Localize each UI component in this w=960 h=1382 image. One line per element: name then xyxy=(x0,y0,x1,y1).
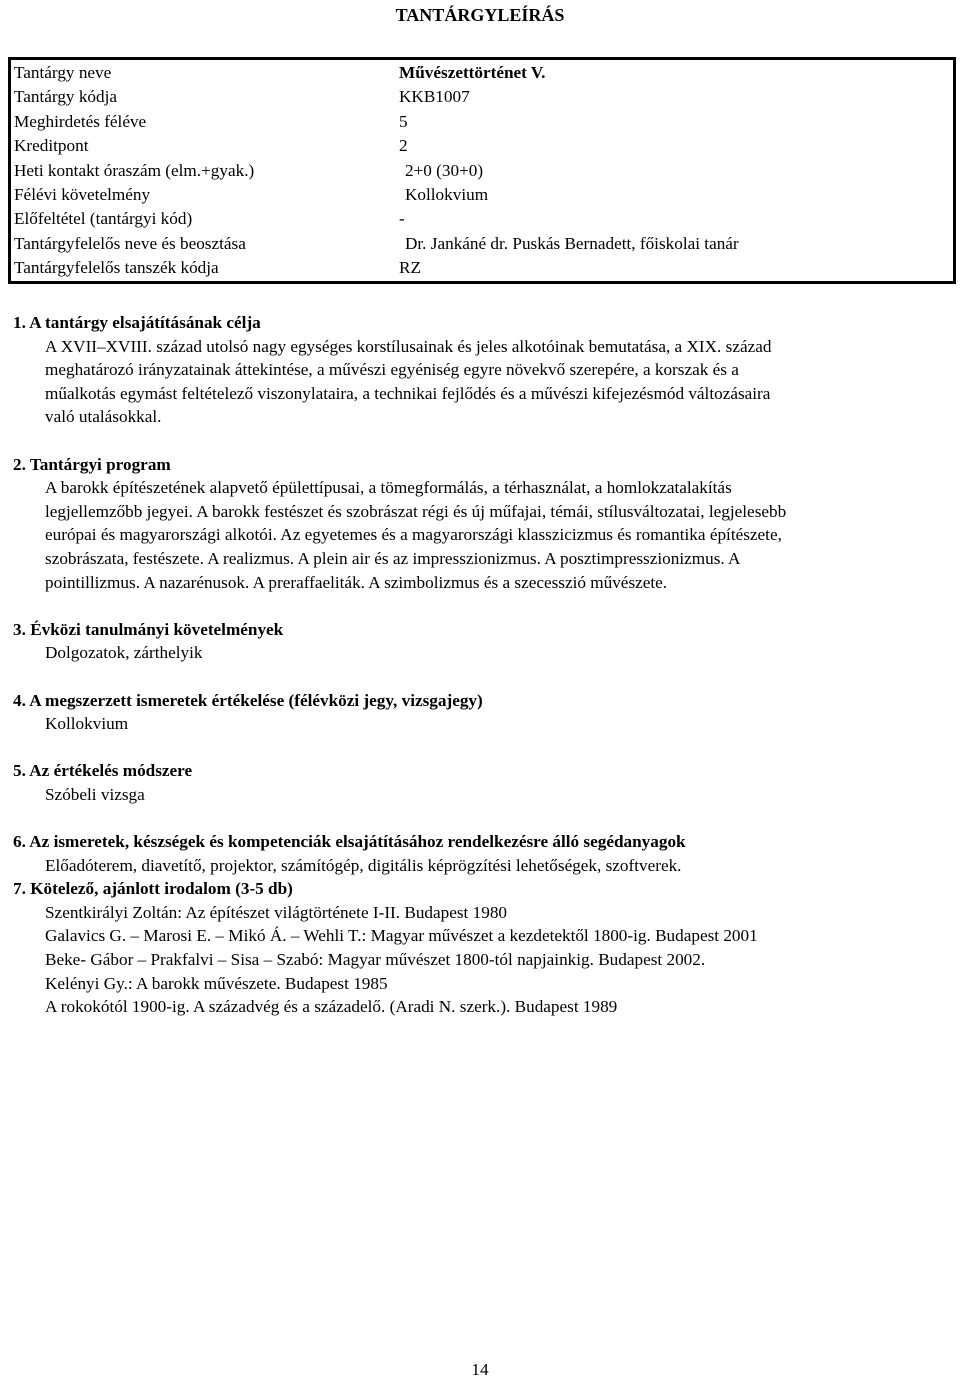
info-row-requirement xyxy=(14,183,953,207)
section-body: Dolgozatok, zárthelyik xyxy=(45,643,203,663)
section-body xyxy=(13,901,943,1019)
literature-item: Galavics G. – Marosi E. – Mikó Á. – Wehli T.: Magyar művészet a kezdetektől 1800-ig. Budapest 2001 xyxy=(45,926,758,946)
text-line: legjellemzőbb jegyei. A barokk festészet és szobrászat régi és új műfajai, témái, stílusváltozatai, legjelesebb xyxy=(45,501,787,521)
section-heading: 3. Évközi tanulmányi követelmények xyxy=(13,619,284,639)
section-heading: 4. A megszerzett ismeretek értékelése (félévközi jegy, vizsgajegy) xyxy=(13,690,483,710)
text-line: európai és magyarországi alkotói. Az egyetemes és a magyarországi klasszicizmus és romantika építészete, xyxy=(45,525,782,545)
section-heading: 1. A tantárgy elsajátításának célja xyxy=(13,313,261,332)
info-row-credits xyxy=(14,134,953,158)
info-label: Kreditpont xyxy=(14,136,89,156)
info-row-responsible xyxy=(14,232,953,256)
section-evaluation xyxy=(13,689,943,736)
course-info-table xyxy=(8,57,956,284)
section-method xyxy=(13,759,943,806)
info-label: Meghirdetés féléve xyxy=(14,111,147,131)
info-label: Tantárgy kódja xyxy=(14,87,118,107)
info-row-contact-hours xyxy=(14,159,953,183)
section-body: Szóbeli vizsga xyxy=(45,784,145,804)
credits-value: 2 xyxy=(399,136,408,156)
info-row-prerequisite xyxy=(14,207,953,231)
page-number: 14 xyxy=(471,1360,489,1379)
text-line: pointillizmus. A nazarénusok. A preraffaeliták. A szimbolizmus és a szecesszió művészete. xyxy=(45,572,668,592)
section-body: Kollokvium xyxy=(45,714,129,734)
literature-item: Kelényi Gy.: A barokk művészete. Budapest 1985 xyxy=(45,973,388,993)
info-row-semester xyxy=(14,110,953,134)
page-title: TANTÁRGYLEÍRÁS xyxy=(395,5,565,25)
info-label: Előfeltétel (tantárgyi kód) xyxy=(14,209,193,229)
literature-item: Beke- Gábor – Prakfalvi – Sisa – Szabó: Magyar művészet 1800-tól napjainkig. Budapest 2002. xyxy=(45,950,706,970)
section-heading: 6. Az ismeretek, készségek és kompetenciák elsajátításához rendelkezésre álló segédanyagok xyxy=(13,832,686,852)
literature-item: A rokokótól 1900-ig. A századvég és a századelő. (Aradi N. szerk.). Budapest 1989 xyxy=(45,997,618,1017)
section-heading: 2. Tantárgyi program xyxy=(13,454,171,474)
section-heading: 7. Kötelező, ajánlott irodalom (3-5 db) xyxy=(13,879,293,899)
info-label: Heti kontakt óraszám (elm.+gyak.) xyxy=(14,160,255,180)
section-tools xyxy=(13,830,943,877)
text-line: való utalásokkal. xyxy=(45,407,162,427)
section-requirements xyxy=(13,618,943,665)
requirement-value: Kollokvium xyxy=(405,184,489,204)
section-goal xyxy=(13,311,943,429)
text-line: meghatározó irányzatainak áttekintése, a művészi egyéniség egyre növekvő szerepére, a korszak és a xyxy=(45,360,739,380)
section-body xyxy=(13,335,943,429)
text-line: A barokk építészetének alapvető épülettípusai, a tömegformálás, a térhasználat, a homlokzatalakítás xyxy=(45,478,732,498)
course-name-value: Művészettörténet V. xyxy=(399,63,546,82)
info-label: Tantárgyfelelős tanszék kódja xyxy=(14,258,219,278)
section-program xyxy=(13,453,943,595)
contact-hours-value: 2+0 (30+0) xyxy=(405,160,484,180)
department-value: RZ xyxy=(399,258,421,278)
section-heading: 5. Az értékelés módszere xyxy=(13,761,193,781)
section-body: Előadóterem, diavetítő, projektor, számítógép, digitális képrögzítési lehetőségek, szoftverek. xyxy=(45,855,682,875)
info-row-course-name xyxy=(14,61,953,85)
text-line: szobrászata, festészete. A realizmus. A plein air és az impresszionizmus. A posztimpresszionizmus. A xyxy=(45,548,741,568)
section-body xyxy=(13,476,943,594)
info-row-department xyxy=(14,256,953,280)
info-label: Tantárgyfelelős neve és beosztása xyxy=(14,233,246,253)
text-line: A XVII–XVIII. század utolsó nagy egységes korstílusainak és jeles alkotóinak bemutatása, a XIX. század xyxy=(45,336,772,356)
section-literature xyxy=(13,877,943,1019)
info-label: Félévi követelmény xyxy=(14,184,151,204)
literature-item: Szentkirályi Zoltán: Az építészet világtörténete I-II. Budapest 1980 xyxy=(45,902,508,922)
course-code-value: KKB1007 xyxy=(399,87,470,107)
info-label: Tantárgy neve xyxy=(14,63,112,82)
text-line: műalkotás egymást feltételező viszonylataira, a technikai fejlődés és a művészi kifejezésmód változásaira xyxy=(45,383,771,403)
semester-value: 5 xyxy=(399,111,408,131)
responsible-value: Dr. Jankáné dr. Puskás Bernadett, főiskolai tanár xyxy=(405,233,739,253)
info-row-course-code xyxy=(14,85,953,109)
prerequisite-value: - xyxy=(399,209,405,229)
document-content xyxy=(13,311,943,1019)
